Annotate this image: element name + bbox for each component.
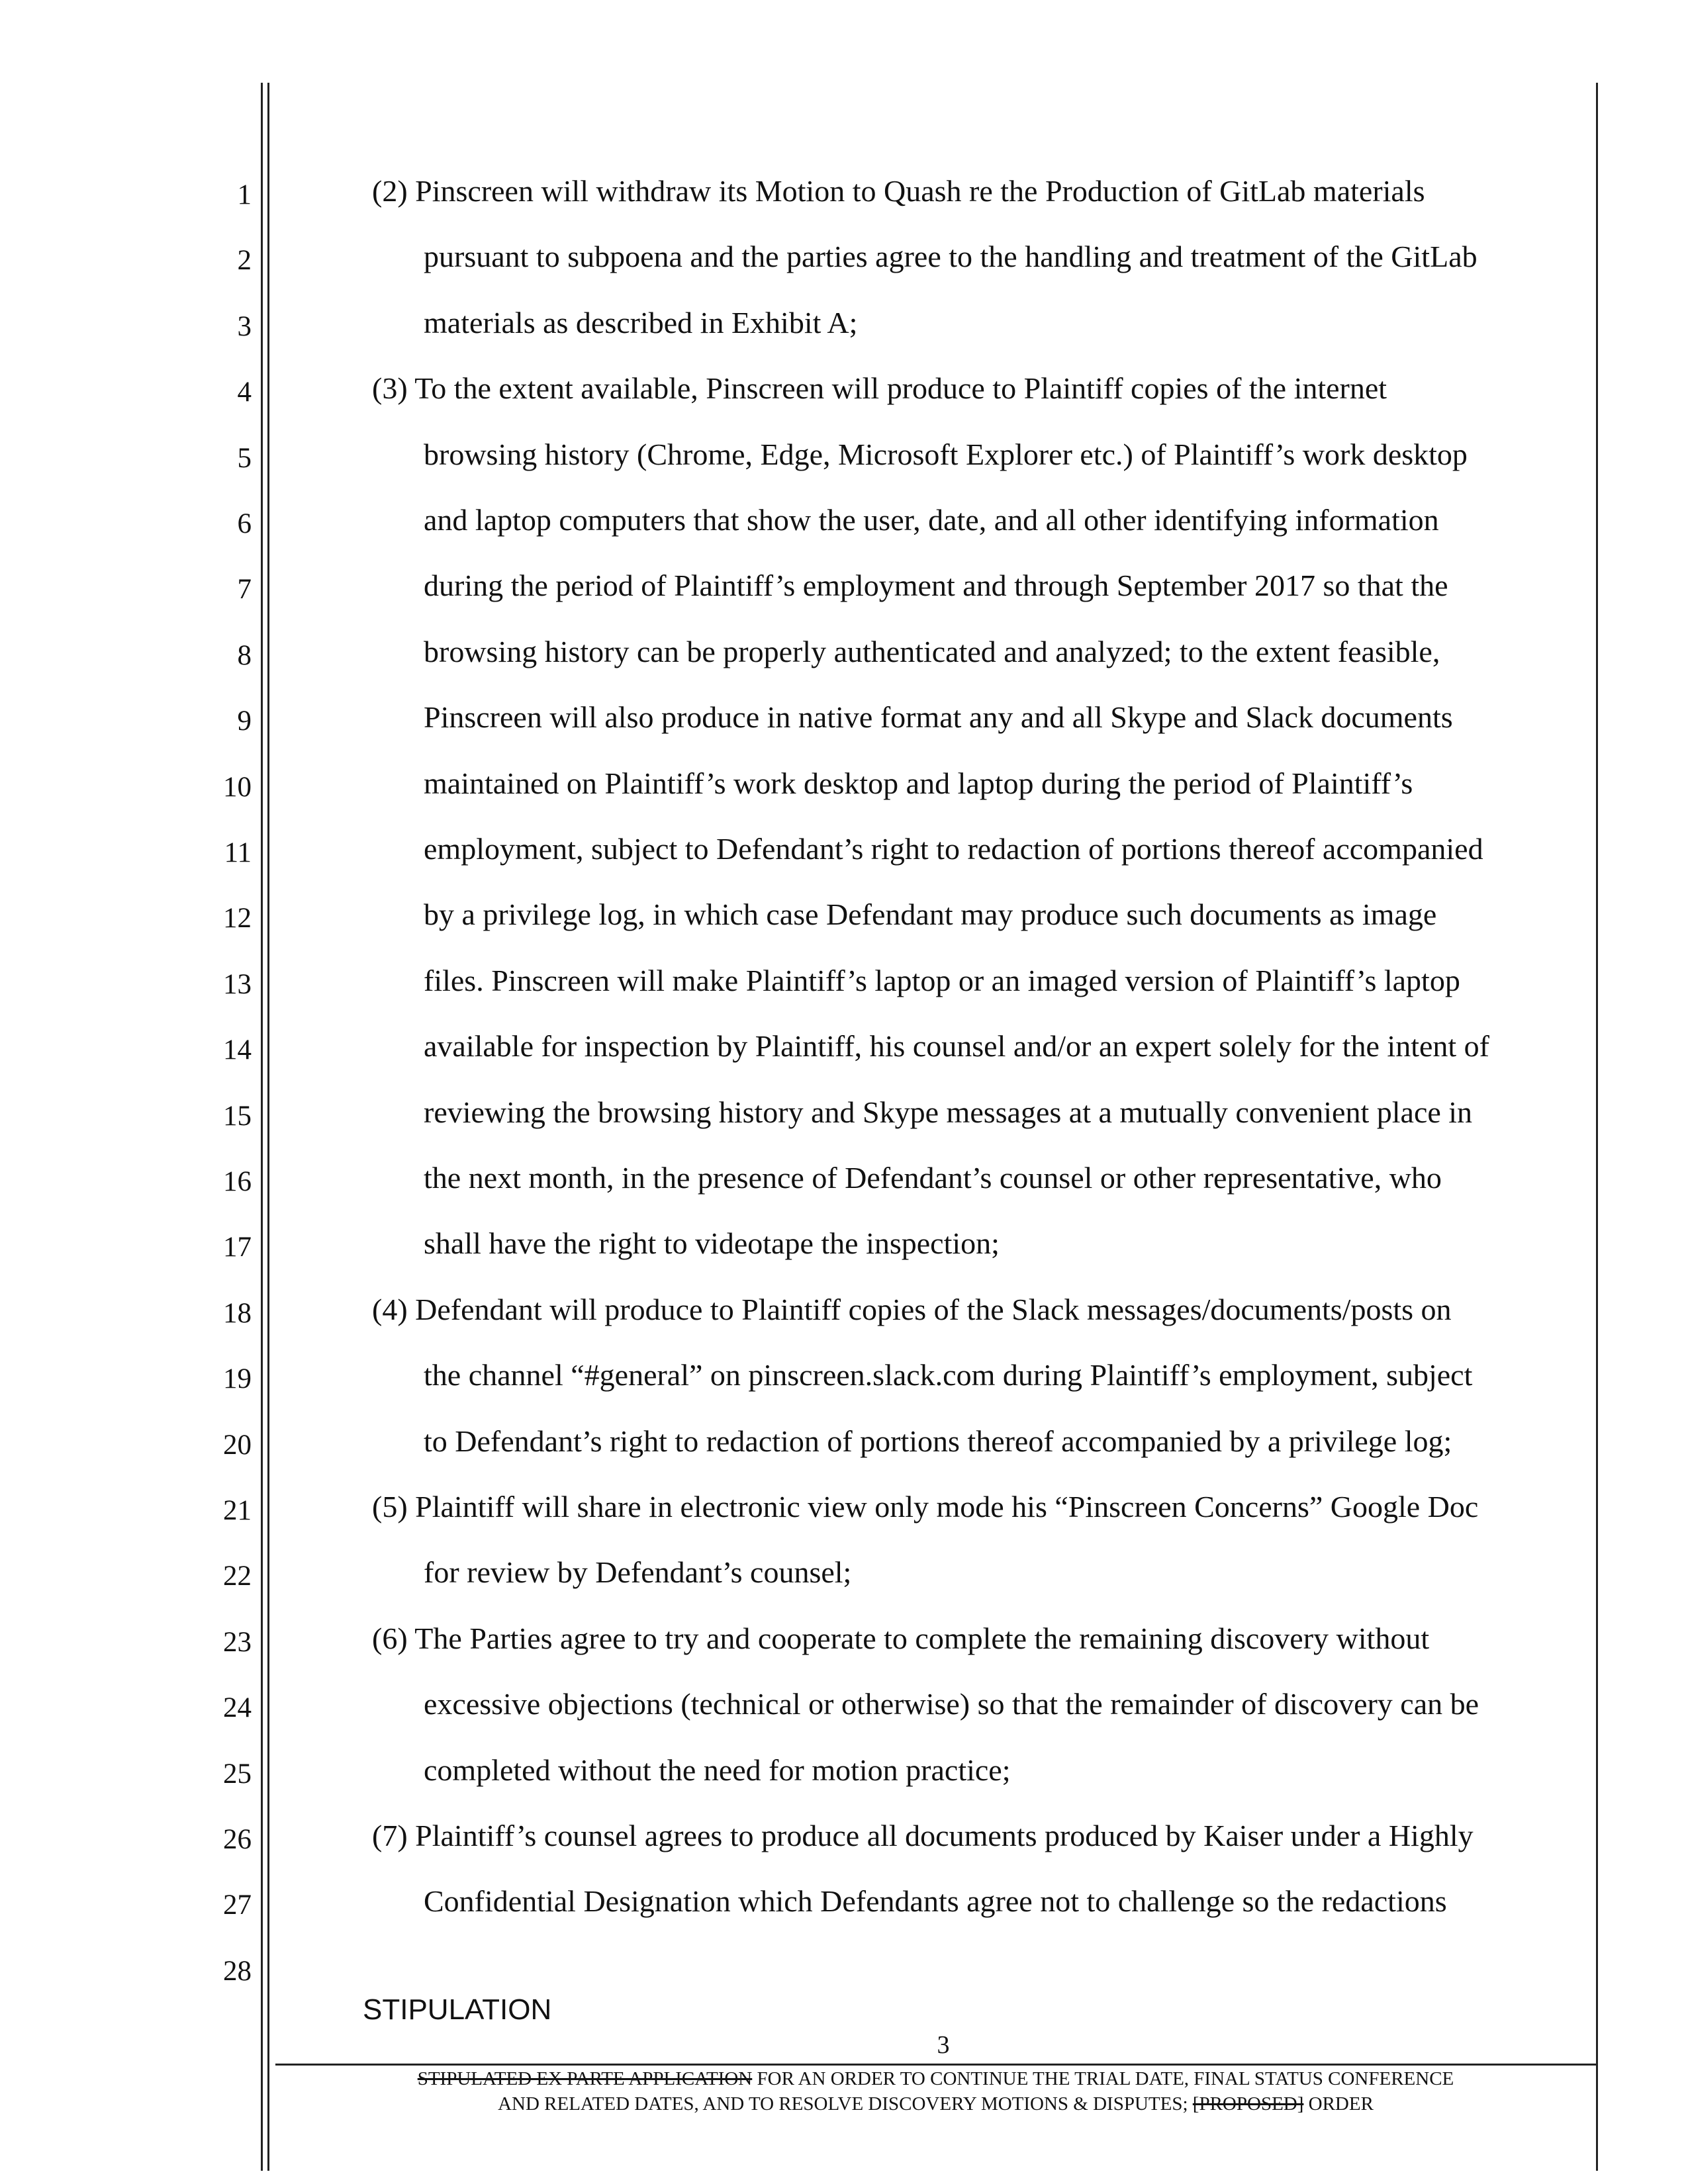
text-line: the next month, in the presence of Defendant’s counsel or other representative, who [424,1161,1442,1195]
text-line: shall have the right to videotape the inspection; [424,1226,1000,1261]
footer-line-2 [275,2093,1596,2115]
line-number: 10 [223,771,252,803]
line-number: 12 [223,903,252,934]
line-number: 20 [223,1429,252,1461]
text-line: browsing history (Chrome, Edge, Microsoft Explorer etc.) of Plaintiff’s work desktop [424,437,1468,471]
text-line: employment, subject to Defendant’s right to redaction of portions thereof accompanied [424,832,1483,866]
text-line: and laptop computers that show the user, date, and all other identifying information [424,503,1439,537]
line-number: 22 [223,1561,252,1592]
line-number: 4 [237,377,252,408]
footer-rule [275,2064,1596,2066]
page-number: 3 [937,2031,950,2059]
text-line: (7) Plaintiff’s counsel agrees to produce all documents produced by Kaiser under a Highly [372,1819,1474,1852]
line-number: 25 [223,1758,252,1790]
text-line: by a privilege log, in which case Defendant may produce such documents as image [424,897,1437,932]
line-number: 1 [237,179,252,210]
text-line: pursuant to subpoena and the parties agree to the handling and treatment of the GitLab [424,240,1477,274]
text-line: during the period of Plaintiff’s employment and through September 2017 so that the [424,569,1448,603]
text-line: browsing history can be properly authenticated and analyzed; to the extent feasible, [424,634,1440,668]
document-caption: STIPULATION [363,1993,552,2026]
line-number: 15 [223,1100,252,1132]
line-number: 17 [223,1232,252,1263]
line-number: 24 [223,1692,252,1724]
line-number: 23 [223,1626,252,1658]
text-line: to Defendant’s right to redaction of portions thereof accompanied by a privilege log; [424,1424,1452,1458]
line-number: 8 [237,639,252,671]
text-line: available for inspection by Plaintiff, his counsel and/or an expert solely for the intent of [424,1029,1489,1064]
footer-line-1 [275,2068,1596,2090]
line-number: 16 [223,1166,252,1197]
text-line: (4) Defendant will produce to Plaintiff copies of the Slack messages/documents/posts on [372,1292,1452,1326]
text-line: completed without the need for motion practice; [424,1752,1011,1787]
footer-text: FOR AN ORDER TO CONTINUE THE TRIAL DATE, FINAL STATUS CONFERENCE [752,2068,1454,2089]
text-line: Confidential Designation which Defendants agree not to challenge so the redactions [424,1884,1447,1919]
text-line: materials as described in Exhibit A; [424,305,858,340]
line-number: 26 [223,1824,252,1855]
text-line: reviewing the browsing history and Skype messages at a mutually convenient place in [424,1095,1473,1129]
line-number: 27 [223,1889,252,1921]
text-line: excessive objections (technical or otherwise) so that the remainder of discovery can be [424,1687,1479,1721]
text-line: Pinscreen will also produce in native format any and all Skype and Slack documents [424,700,1453,735]
text-line: the channel “#general” on pinscreen.slack.com during Plaintiff’s employment, subject [424,1358,1473,1392]
footer-struck-text: [PROPOSED] [1192,2093,1304,2115]
text-line: (3) To the extent available, Pinscreen will produce to Plaintiff copies of the internet [372,371,1387,406]
line-number: 3 [237,310,252,342]
text-line: (2) Pinscreen will withdraw its Motion to Quash re the Production of GitLab materials [372,174,1425,208]
footer-struck-text: STIPULATED EX PARTE APPLICATION [417,2068,753,2089]
line-number: 21 [223,1495,252,1526]
text-line: (5) Plaintiff will share in electronic view only mode his “Pinscreen Concerns” Google Doc [372,1490,1479,1524]
text-line: maintained on Plaintiff’s work desktop and laptop during the period of Plaintiff’s [424,766,1413,800]
line-number: 11 [224,837,252,868]
footer-text: AND RELATED DATES, AND TO RESOLVE DISCOVERY MOTIONS & DISPUTES; [498,2093,1193,2115]
line-number: 6 [237,508,252,539]
text-line: for review by Defendant’s counsel; [424,1555,852,1590]
line-number: 19 [223,1363,252,1395]
footer-text: ORDER [1303,2093,1374,2115]
line-number: 2 [237,245,252,277]
line-number: 14 [223,1034,252,1066]
text-line: (6) The Parties agree to try and cooperate to complete the remaining discovery without [372,1621,1430,1655]
line-number: 7 [237,574,252,606]
line-number: 5 [237,442,252,474]
line-number: 9 [237,705,252,737]
line-number: 18 [223,1297,252,1329]
line-number: 13 [223,968,252,1000]
text-line: files. Pinscreen will make Plaintiff’s laptop or an imaged version of Plaintiff’s laptop [424,963,1460,997]
line-number: 28 [223,1955,252,1987]
